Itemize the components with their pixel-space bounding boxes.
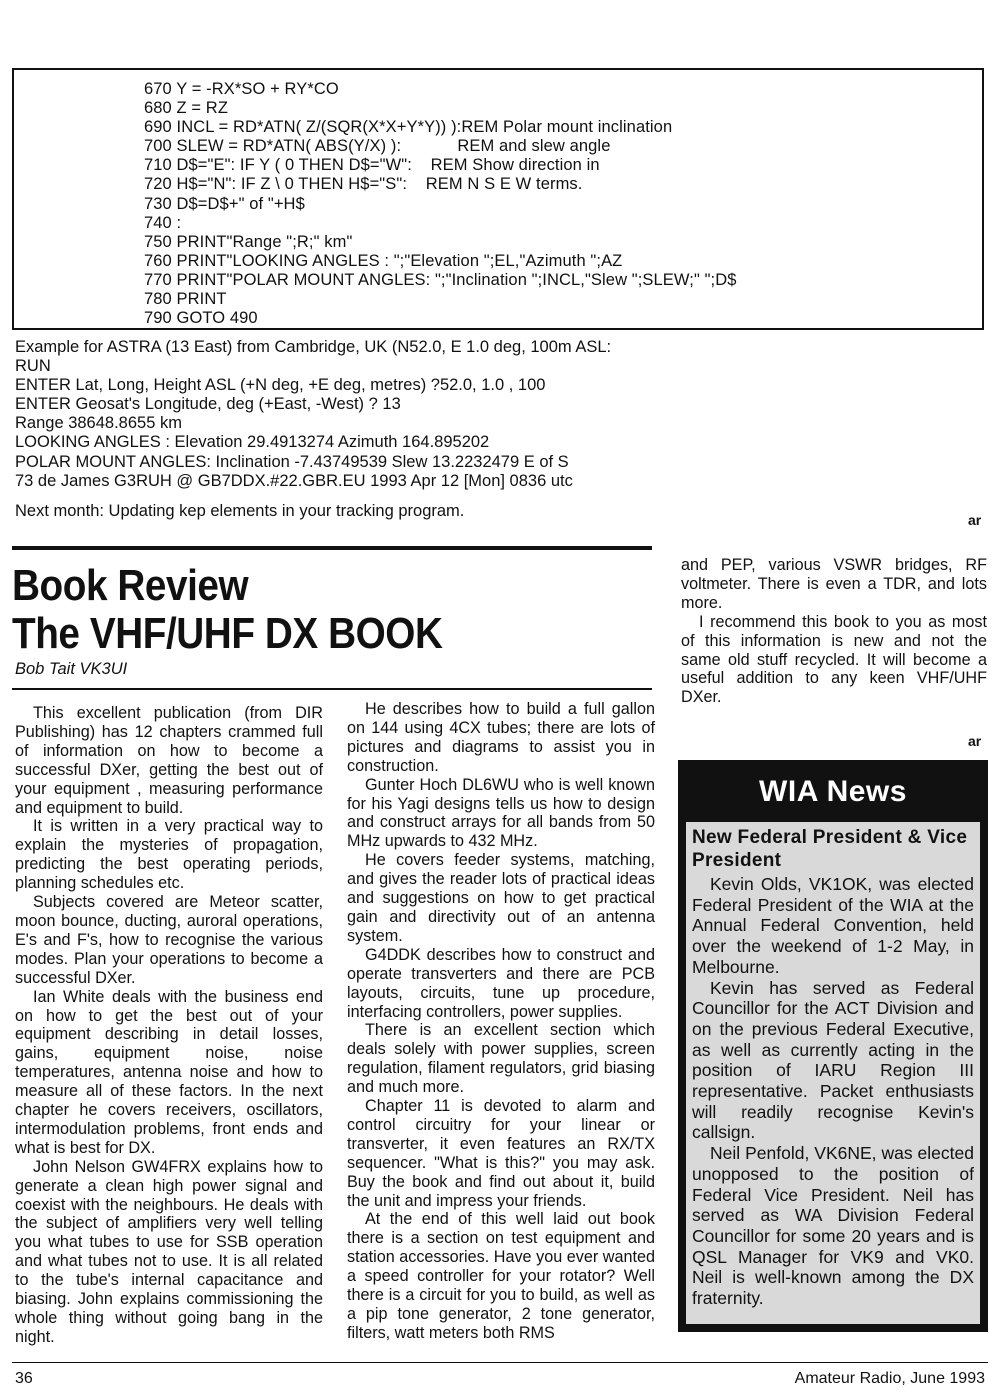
wia-news-header: WIA News [680,762,986,822]
code-line: 770 PRINT"POLAR MOUNT ANGLES: ";"Inclination ";INCL,"Slew ";SLEW;" ";D$ [144,270,737,289]
end-mark: ar [968,512,982,528]
example-line: Range 38648.8655 km [15,414,182,433]
wia-news-subhead: New Federal President & Vice President [692,827,968,871]
review-column-1 [15,704,323,1347]
magazine-issue: Amateur Radio, June 1993 [794,1370,985,1387]
code-line: 780 PRINT [144,290,227,309]
code-line: 790 GOTO 490 [144,309,258,328]
review-title-line1: Book Review [12,561,249,610]
code-listing [144,80,974,328]
section-rule [12,546,652,550]
code-line: 680 Z = RZ [144,99,228,118]
paragraph: Gunter Hoch DL6WU who is well known for his Yagi designs tells us how to design and construct arrays for all bands from 50 MHz upwards to 432 MHz. [347,775,655,851]
section-rule [12,688,652,690]
paragraph: and PEP, various VSWR bridges, RF voltmeter. There is even a TDR, and lots more. [681,556,987,612]
paragraph: Kevin has served as Federal Councillor for the ACT Division and on the previous Federal Executive, as well as currently acting in the position of IARU Region III representative. Packet enthusiasts will readily recognise Kevin's callsign. [692,977,974,1143]
page-number: 36 [15,1370,33,1387]
example-line: 73 de James G3RUH @ GB7DDX.#22.GBR.EU 1993 Apr 12 [Mon] 0836 utc [15,471,573,490]
review-column-2 [347,700,655,1343]
paragraph: He covers feeder systems, matching, and gives the reader lots of practical ideas and suggestions on how to get practical gain and directivity out of an antenna system. [347,851,655,945]
review-title-line2: The VHF/UHF DX BOOK [12,609,443,658]
code-line: 710 D$="E": IF Y ( 0 THEN D$="W": REM Show direction in [144,156,600,175]
example-line: ENTER Geosat's Longitude, deg (+East, -West) ? 13 [15,395,401,414]
code-line: 720 H$="N": IF Z \ 0 THEN H$="S": REM N S E W terms. [144,175,583,194]
wia-news-body [692,874,974,1309]
code-listing-box [12,68,984,330]
example-output [15,338,975,491]
paragraph: He describes how to build a full gallon on 144 using 4CX tubes; there are lots of pictures and diagrams to assist you in construction. [347,700,655,775]
code-line: 740 : [144,213,182,232]
example-line: POLAR MOUNT ANGLES: Inclination -7.43749539 Slew 13.2232479 E of S [15,452,569,471]
wia-news-box [678,760,988,1332]
paragraph: Kevin Olds, VK1OK, was elected Federal President of the WIA at the Annual Federal Convention, held over the weekend of 1-2 May, in Melbourne. [692,874,974,977]
code-line: 670 Y = -RX*SO + RY*CO [144,80,339,98]
paragraph: G4DDK describes how to construct and operate transverters and there are PCB layouts, circuits, tune up procedure, interfacing controllers, power supplies. [347,945,655,1021]
paragraph: It is written in a very practical way to explain the mysteries of propagation, predicting the best operating periods, planning schedules etc. [15,817,323,893]
paragraph: John Nelson GW4FRX explains how to generate a clean high power signal and coexist with the neighbours. He deals with the subject of amplifiers very well telling you what tubes to use for SSB operation and what tubes not to use. It is all related to the tube's internal capacitance and biasing. John explains commissioning the whole thing without going bang in the night. [15,1157,323,1346]
review-author: Bob Tait VK3UI [15,660,128,678]
footer-rule [12,1362,988,1363]
review-column-3 [681,556,987,707]
wia-news-content [686,822,980,1324]
paragraph: This excellent publication (from DIR Publishing) has 12 chapters crammed full of information on how to become a successful DXer, getting the best out of your equipment , measuring performance and equipment to build. [15,704,323,817]
code-line: 750 PRINT"Range ";R;" km" [144,232,353,251]
paragraph: There is an excellent section which deals solely with power supplies, screen regulation, filament regulators, grid biasing and much more. [347,1021,655,1097]
paragraph: I recommend this book to you as most of this information is new and not the same old stuff recycled. It will become a useful addition to any keen VHF/UHF DXer. [681,612,987,707]
paragraph: At the end of this well laid out book there is a section on test equipment and station accessories. Have you ever wanted a speed controller for your rotator? Well there is a circuit for you to build, as well as a pip tone generator, 2 tone generator, filters, watt meters both RMS [347,1210,655,1342]
paragraph: Ian White deals with the business end on how to get the best out of your equipment describing in detail losses, gains, equipment noise, noise temperatures, antenna noise and how to measure all of these factors. In the next chapter he covers receivers, oscillators, intermodulation problems, front ends and what is best for DX. [15,987,323,1157]
next-month-note: Next month: Updating kep elements in your tracking program. [15,502,465,520]
example-line: RUN [15,357,51,376]
example-line: Example for ASTRA (13 East) from Cambridge, UK (N52.0, E 1.0 deg, 100m ASL: [15,338,612,356]
code-line: 760 PRINT"LOOKING ANGLES : ";"Elevation ";EL,"Azimuth ";AZ [144,251,623,270]
example-line: LOOKING ANGLES : Elevation 29.4913274 Azimuth 164.895202 [15,433,490,452]
code-line: 700 SLEW = RD*ATN( ABS(Y/X) ): REM and slew angle [144,137,611,156]
code-line: 690 INCL = RD*ATN( Z/(SQR(X*X+Y*Y)) ):REM Polar mount inclination [144,118,673,137]
paragraph: Chapter 11 is devoted to alarm and control circuitry for your linear or transverter, it even features an RX/TX sequencer. "What is this?" you may ask. Buy the book and find out about it, build the unit and impress your friends. [347,1097,655,1210]
code-line: 730 D$=D$+" of "+H$ [144,194,305,213]
paragraph: Neil Penfold, VK6NE, was elected unopposed to the position of Federal Vice President. Neil has served as WA Division Federal Councillor for some 20 years and is QSL Manager for VK9 and VK0. Neil is well-known among the DX fraternity. [692,1143,974,1309]
review-title [12,562,575,658]
paragraph: Subjects covered are Meteor scatter, moon bounce, ducting, auroral operations, E's and F's, how to recognise the various modes. Plan your operations to become a successful DXer. [15,893,323,987]
example-line: ENTER Lat, Long, Height ASL (+N deg, +E deg, metres) ?52.0, 1.0 , 100 [15,376,546,395]
end-mark: ar [968,733,982,749]
